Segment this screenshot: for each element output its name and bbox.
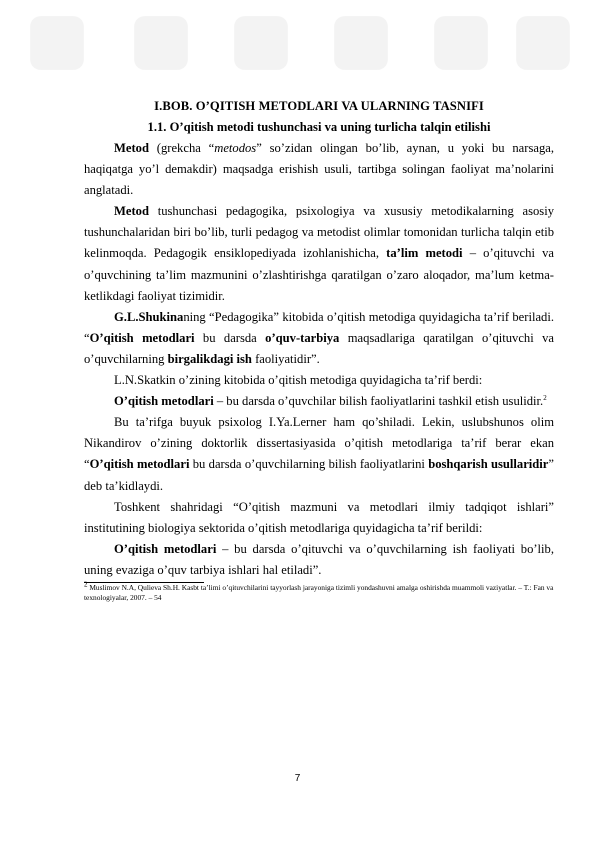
paragraph-text: tushunchasi pedagogika, psixologiya va xususiy metodikalarning asosiy tushunchalaridan biri bo’lib, turli pedagog va metodist olimlar tomonidan turlicha talqin etib kelinmoqda. Pedagogik ensiklopediyada izohlanishicha, (84, 204, 554, 261)
term-metod: Metod (114, 204, 149, 219)
watermark-icon (512, 12, 574, 74)
footnote-text: Muslimov N.A, Qulieva Sh.H. Kasbt ta’limi o’qituvchilarini tayyorlash jarayoniga tizimli yondashuvni amalga oshirishda muammoli vaziyatlar. – T.: Fan va texnologiyalar, 2007. – 54 (84, 582, 554, 602)
watermark-icon (130, 12, 192, 74)
paragraph-metod-definition (84, 138, 554, 201)
paragraph-metod-concept (84, 201, 554, 306)
paragraph-text: bu darsda (194, 330, 266, 345)
author-shukina: G.L.Shukina (114, 309, 184, 324)
paragraph-text: maqsadlariga qaratilgan o’qituvchi va o’quvchilarning (84, 330, 554, 366)
term-metod: Metod (114, 141, 149, 155)
paragraph-skatkin (84, 370, 554, 391)
term-oqitish-metodlari: O’qitish metodlari (89, 457, 190, 472)
watermark-icon (430, 12, 492, 74)
term-oquv-tarbiya: o’quv-tarbiya (265, 330, 340, 345)
paragraph-text: Toshkent shahridagi “O’qitish mazmuni va metodlari ilmiy tadqiqot ishlari” institutining biologiya sektorida o’qitish metodlariga quyidagicha ta’rif berildi: (84, 499, 554, 535)
term-oqitish-metodlari: O’qitish metodlari (114, 394, 214, 409)
term-oqitish-metodlari: O’qitish metodlari (114, 541, 217, 556)
term-birgalikdagi-ish: birgalikdagi ish (167, 351, 252, 366)
paragraph-text: ” deb ta’kidlaydi. (84, 457, 554, 493)
watermark-icon (26, 12, 88, 74)
paragraph-shukina (84, 307, 554, 370)
watermark-icon (330, 12, 392, 74)
chapter-title: I.BOB. O’QITISH METODLARI VA ULARNING TASNIFI (154, 99, 484, 113)
paragraph-text: faoliyatidir”. (251, 351, 320, 366)
section-title: 1.1. O’qitish metodi tushunchasi va uning turlicha talqin etilishi (147, 120, 491, 134)
term-talim-metodi: ta’lim metodi (386, 246, 463, 261)
paragraph-skatkin-definition (84, 391, 554, 412)
paragraph-text: Bu ta’rifga buyuk psixolog I.Ya.Lerner ham qo’shiladi. Lekin, uslubshunos olim Nikandirov o’zining doktorlik dissertasiyasida o’qitish metodlariga ta’rif berar ekan “ (84, 415, 554, 472)
footnote (84, 580, 554, 603)
paragraph-text: ” so’zidan olingan bo’lib, aynan, u yoki bu narsaga, haqiqatga yo’l demakdir) maqsadga erishish usuli, tartibga solingan faoliyat ma’nolarini anglatadi. (84, 141, 554, 198)
paragraph-text: – o’qituvchi va o’quvchining ta’lim mazmunini o’zlashtirishga qaratilgan o’zaro aloqador, ma’lum ketma-ketlikdagi faoliyat tizimidir. (84, 246, 554, 303)
term-oqitish-metodlari: O’qitish metodlari (89, 330, 195, 345)
paragraph-text: – bu darsda o’qituvchi va o’quvchilarning ish faoliyati bo’lib, uning evaziga o’quv tarbiya ishlari hal etiladi”. (84, 541, 555, 577)
paragraph-text: (grekcha “ (148, 141, 215, 155)
term-boshqarish-usullaridir: boshqarish usullaridir (428, 457, 549, 472)
paragraph-text: bu darsda o’quvchilarning bilish faoliyatlarini (189, 457, 429, 472)
footnote-number: 2 (84, 580, 88, 589)
paragraph-institute-definition (84, 539, 554, 581)
paragraph-text: L.N.Skatkin o’zining kitobida o’qitish metodiga quyidagicha ta’rif berdi: (114, 373, 483, 388)
page-number: 7 (294, 773, 301, 784)
document-body (84, 96, 554, 603)
term-metodos: metodos (214, 141, 257, 155)
paragraph-toshkent-institute (84, 497, 554, 539)
watermark-icon (230, 12, 292, 74)
paragraph-lerner-nikandirov (84, 412, 554, 496)
paragraph-text: ning “Pedagogika” kitobida o’qitish metodiga quyidagicha ta’rif beriladi. “ (84, 309, 554, 345)
footnote-reference: 2 (543, 393, 547, 402)
paragraph-text: – bu darsda o’quvchilar bilish faoliyatlarini tashkil etish usulidir. (213, 394, 544, 409)
